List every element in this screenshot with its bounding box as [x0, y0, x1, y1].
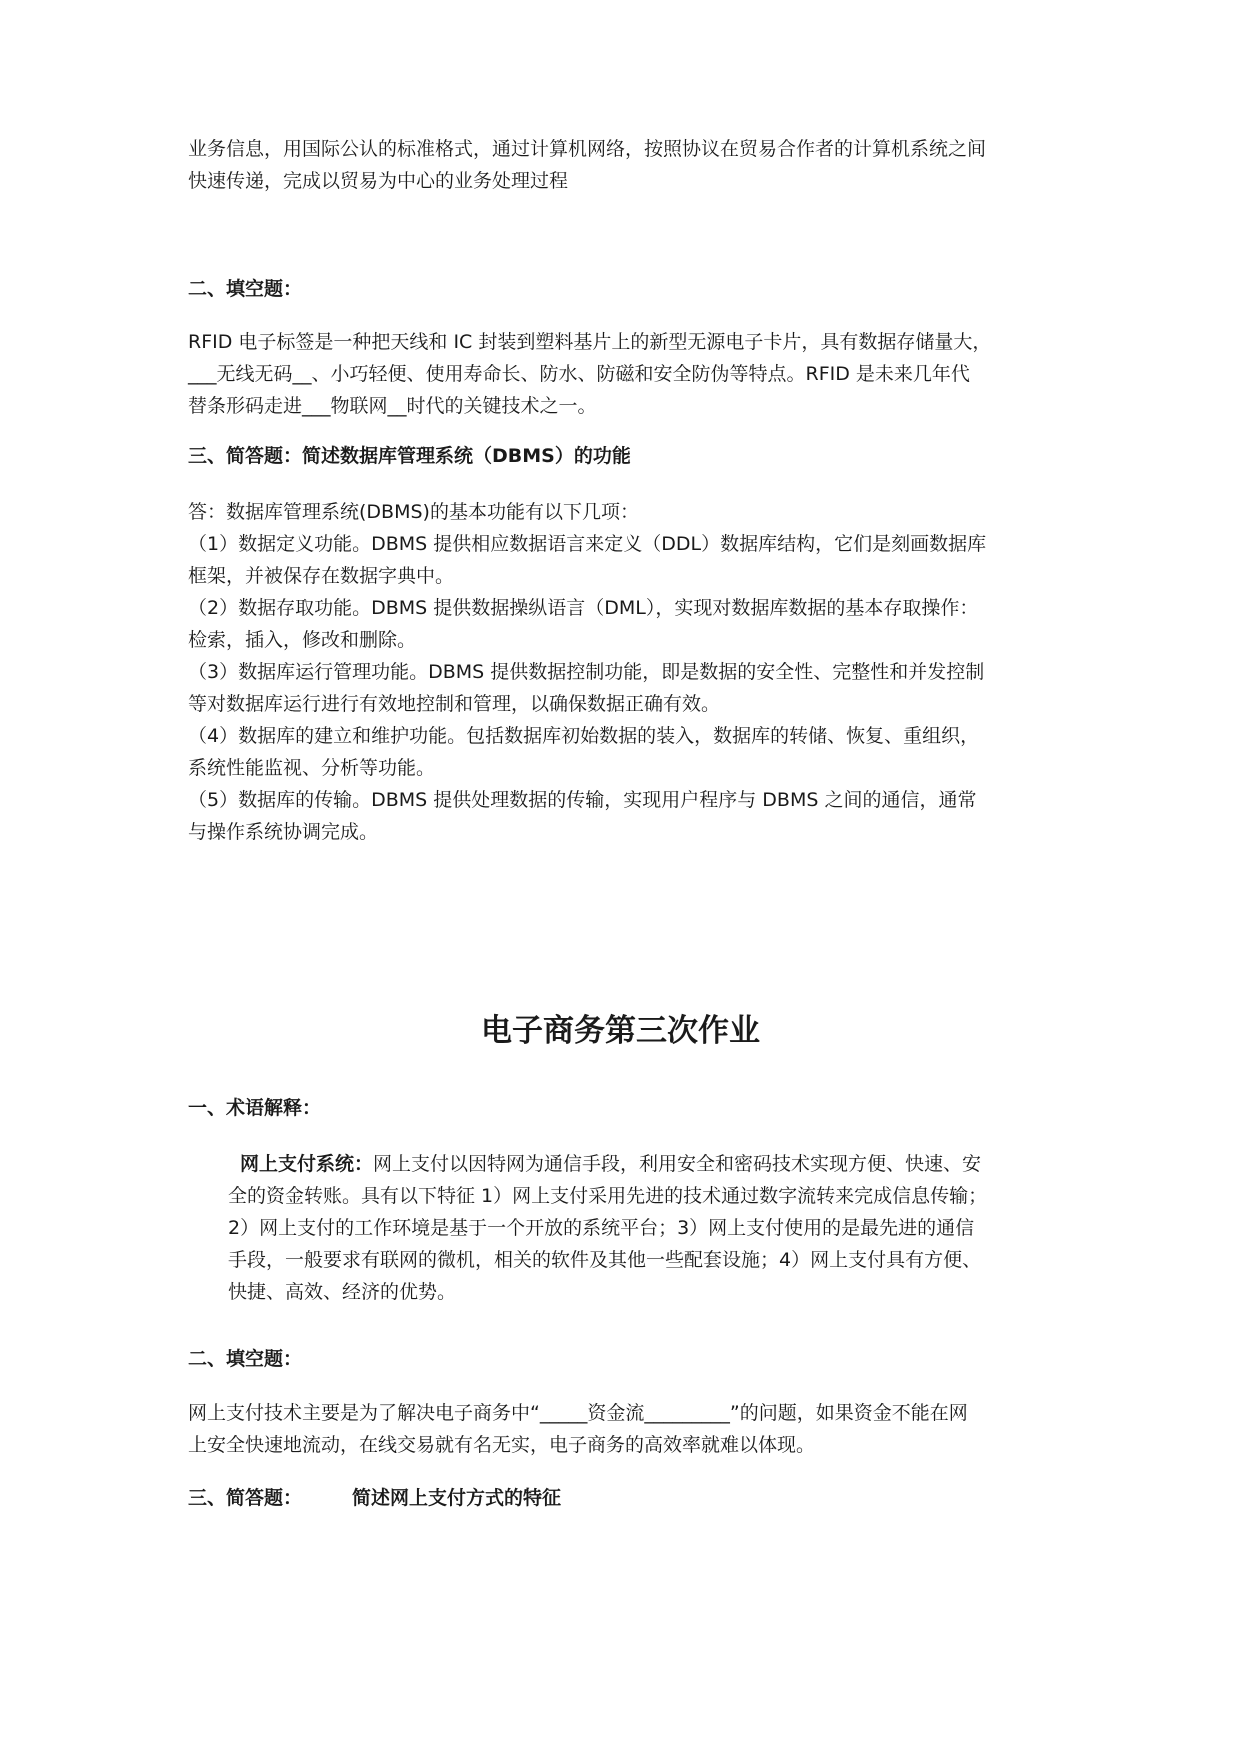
answer-line: 等对数据库运行进行有效地控制和管理，以确保数据正确有效。	[188, 693, 721, 715]
term-line: 快捷、高效、经济的优势。	[228, 1281, 457, 1303]
answer-line: （4）数据库的建立和维护功能。包括数据库初始数据的装入，数据库的转储、恢复、重组织，	[188, 725, 980, 747]
term-line: 手段，一般要求有联网的微机，相关的软件及其他一些配套设施；4）网上支付具有方便、	[228, 1249, 982, 1271]
fill2-heading: 二、填空题：	[188, 1348, 303, 1370]
fill-line: RFID 电子标签是一种把天线和 IC 封装到塑料基片上的新型无源电子卡片，具有数据存储量大，	[188, 331, 992, 353]
fill2-paragraph	[188, 1397, 1058, 1461]
short-answer-heading: 三、简答题：简述数据库管理系统（DBMS）的功能	[188, 445, 631, 467]
fill2-line: 网上支付技术主要是为了解决电子商务中“_____资金流_________”的问题，如果资金不能在网	[188, 1402, 968, 1424]
answer-line: 答：数据库管理系统(DBMS)的基本功能有以下几项：	[188, 501, 639, 523]
short2-label: 三、简答题：	[188, 1487, 303, 1509]
answer-line: （2）数据存取功能。DBMS 提供数据操纵语言（DML），实现对数据库数据的基本存取操作：	[188, 597, 979, 619]
intro-line: 快速传递，完成以贸易为中心的业务处理过程	[188, 170, 569, 192]
answer-line: 检索，插入，修改和删除。	[188, 629, 417, 651]
term-label: 网上支付系统：	[240, 1153, 374, 1175]
answer-line: （3）数据库运行管理功能。DBMS 提供数据控制功能，即是数据的安全性、完整性和并发控制	[188, 661, 985, 683]
fill-section-heading: 二、填空题：	[188, 278, 303, 300]
fill-line: ___无线无码__、小巧轻便、使用寿命长、防水、防磁和安全防伪等特点。RFID 是未来几年代	[188, 363, 970, 385]
term-line: 2）网上支付的工作环境是基于一个开放的系统平台；3）网上支付使用的是最先进的通信	[228, 1217, 975, 1239]
assignment-title: 电子商务第三次作业	[481, 1013, 760, 1049]
intro-line: 业务信息，用国际公认的标准格式，通过计算机网络，按照协议在贸易合作者的计算机系统之间	[188, 138, 987, 160]
answer-line: （1）数据定义功能。DBMS 提供相应数据语言来定义（DDL）数据库结构，它们是刻画数据库	[188, 533, 987, 555]
short2-question: 简述网上支付方式的特征	[352, 1487, 562, 1509]
answer-line: 与操作系统协调完成。	[188, 821, 379, 843]
terms-heading: 一、术语解释：	[188, 1097, 322, 1119]
fill-paragraph	[188, 326, 1058, 422]
short2-heading	[188, 1482, 1058, 1514]
dbms-answer-paragraph	[188, 496, 1058, 848]
term-line: 全的资金转账。具有以下特征 1）网上支付采用先进的技术通过数字流转来完成信息传输；	[228, 1185, 988, 1207]
answer-line: （5）数据库的传输。DBMS 提供处理数据的传输，实现用户程序与 DBMS 之间的通信，通常	[188, 789, 977, 811]
answer-line: 框架，并被保存在数据字典中。	[188, 565, 455, 587]
fill2-line: 上安全快速地流动，在线交易就有名无实，电子商务的高效率就难以体现。	[188, 1434, 816, 1456]
answer-line: 系统性能监视、分析等功能。	[188, 757, 436, 779]
intro-paragraph	[188, 133, 1058, 197]
fill-line: 替条形码走进___物联网__时代的关键技术之一。	[188, 395, 597, 417]
term-line: 网上支付以因特网为通信手段，利用安全和密码技术实现方便、快速、安	[373, 1153, 982, 1175]
terms-paragraph	[228, 1148, 1058, 1308]
